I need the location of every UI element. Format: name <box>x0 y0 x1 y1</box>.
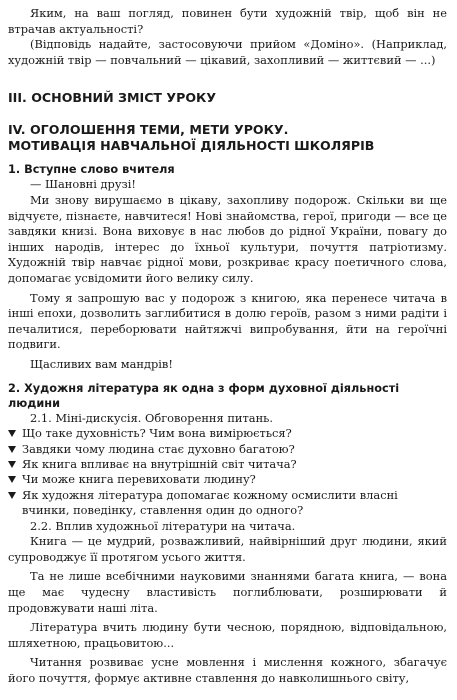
triangle-bullet-icon <box>8 446 16 453</box>
section-4-heading <box>8 122 447 154</box>
influence-paragraph-4: Читання розвиває усне мовлення і мислення кожного, збагачує його почуття, формує активне ставлення до навколишнього світу, <box>8 655 447 685</box>
question-item: Чи може книга перевиховати людину? <box>8 472 447 487</box>
subsection-1-heading: 1. Вступне слово вчителя <box>8 163 175 177</box>
question-item: Завдяки чому людина стає духовно багатою? <box>8 442 447 457</box>
item-2-1: 2.1. Міні-дискусія. Обговорення питань. <box>30 410 274 425</box>
teacher-paragraph-2: Тому я запрошую вас у подорож з книгою, яка перенесе читача в інші епохи, дозволить заглибитися в долю героїв, разом з ними радіти і печалитися, переборювати найтяжчі випробування, йти на героїчні подвиги. <box>8 290 447 352</box>
triangle-bullet-icon <box>8 461 16 468</box>
section-3-heading: ІІІ. ОСНОВНИЙ ЗМІСТ УРОКУ <box>8 90 217 106</box>
intro-hint: (Відповідь надайте, застосовуючи прийом «Доміно». (Наприклад, художній твір — повчальний — цікавий, захопливий — життєвий — ...) <box>8 37 447 67</box>
teacher-paragraph-3: Щасливих вам мандрів! <box>30 356 173 371</box>
section-4-heading-line2: МОТИВАЦІЯ НАВЧАЛЬНОЇ ДІЯЛЬНОСТІ ШКОЛЯРІВ <box>8 138 375 154</box>
subsection-2-heading: 2. Художня література як одна з форм духовної діяльності людини <box>8 381 400 410</box>
triangle-bullet-icon <box>8 492 16 499</box>
question-item: Як книга впливає на внутрішній світ читача? <box>8 457 447 472</box>
teacher-paragraph-1: Ми знову вирушаємо в цікаву, захопливу подорож. Скільки ви ще відчуєте, пізнаєте, навчитеся! Нові знайомства, герої, пригоди — все це завдяки книзі. Вона виховує в нас любов до рідної України, повагу до інших народів, інтерес до їхньої культури, почуття патріотизму. Художній твір навчає рідної мови, розкриває красу поетичного слова, допомагає усвідомити його велику силу. <box>8 192 447 285</box>
influence-paragraph-3: Література вчить людину бути чесною, порядною, відповідальною, шляхетною, працьовитою... <box>8 620 447 650</box>
influence-paragraph-2: Та не лише всебічними науковими знаннями багата книга, — вона ще має чудесну властивість поглиблювати, розширювати й продовжувати наші літа. <box>8 569 447 615</box>
section-4-heading-line1: IV. ОГОЛОШЕННЯ ТЕМИ, МЕТИ УРОКУ. <box>8 122 289 138</box>
question-item: Що таке духовність? Чим вона вимірюється? <box>8 426 447 441</box>
influence-paragraph-1: Книга — це мудрий, розважливий, найвірніший друг людини, який супроводжує її протягом усього життя. <box>8 534 447 564</box>
teacher-greeting: — Шановні друзі! <box>30 177 136 192</box>
question-list <box>8 426 447 518</box>
intro-question: Яким, на ваш погляд, повинен бути художній твір, щоб він не втрачав актуальності? <box>8 6 447 36</box>
question-item: Як художня література допомагає кожному осмислити власні вчинки, поведінку, ставлення один до одного? <box>8 488 447 519</box>
triangle-bullet-icon <box>8 476 16 483</box>
triangle-bullet-icon <box>8 430 16 437</box>
item-2-2: 2.2. Вплив художньої літератури на читача. <box>30 518 296 533</box>
